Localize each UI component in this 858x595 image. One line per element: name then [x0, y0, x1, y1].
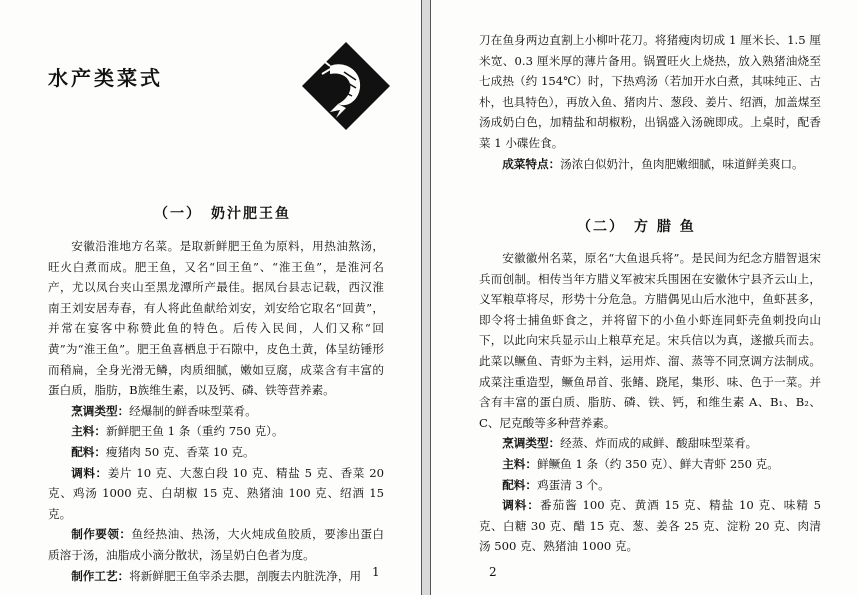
seasoning-line-2 — [479, 495, 821, 557]
feature-value: 汤浓白似奶汁，鱼肉肥嫩细腻，味道鲜美爽口。 — [560, 156, 804, 171]
page-gutter — [422, 0, 430, 595]
main-value-2: 鲜鳜鱼 1 条（约 350 克）、鲜大青虾 250 克。 — [536, 456, 779, 471]
cooking-type-line-2 — [479, 433, 821, 454]
cooking-type-value: 经爆制的鲜香味型菜肴。 — [129, 403, 257, 418]
aux-ingredient-line — [48, 442, 384, 463]
season-value-2: 番茄酱 100 克、黄酒 15 克、精盐 10 克、味精 5 克、白糖 30 克、醋 15 克、葱、姜各 25 克、淀粉 20 克、肉清汤 500 克、熟猪油 1000 克。 — [479, 498, 821, 554]
feature-label: 成菜特点： — [502, 156, 561, 171]
shrimp-diamond-icon — [300, 40, 392, 132]
main-label: 主料： — [71, 424, 106, 439]
process-label: 制作工艺： — [71, 568, 130, 583]
key-value: 鱼经热油、热汤，大火炖成鱼胶质，要渗出蛋白质溶于汤，油脂成小滴分散状，汤呈奶白色者为度。 — [48, 527, 384, 562]
process-value: 将新鲜肥王鱼宰杀去腮，剖腹去内脏洗净，用 — [129, 568, 362, 583]
cooking-type-line — [48, 401, 384, 422]
process-line — [48, 566, 384, 587]
cooking-type-label: 烹调类型： — [71, 403, 130, 418]
left-page — [0, 0, 422, 595]
key-points-line — [48, 524, 384, 565]
aux-label: 配料： — [71, 444, 106, 459]
left-body — [48, 236, 384, 586]
intro-paragraph-2: 安徽徽州名菜，原名“大鱼退兵将”。是民间为纪念方腊智退宋兵而创制。相传当年方腊义军被宋兵围困在安徽休宁县齐云山上，义军粮草将尽，形势十分危急。方腊偶见山后水池中，鱼虾甚多，即令将士捕鱼虾食之，并将留下的小鱼小虾连同虾壳鱼刺投向山下，以此向宋兵显示山上粮草充足。宋兵信以为真，遂撤兵而去。此菜以鳜鱼、青虾为主料，运用炸、溜、蒸等不同烹调方法制成。成菜注重造型，鳜鱼昂首、张鳍、跷尾，集形、味、色于一菜。并含有丰富的蛋白质、脂肪、磷、铁、钙，和维生素 A、B₁、B₂、C、尼克酸等多种营养素。 — [479, 251, 821, 430]
season-label-2: 调料： — [502, 498, 541, 513]
main-ingredient-line — [48, 421, 384, 442]
page-number-1: 1 — [372, 565, 380, 579]
recipe-title-2: （二） 方 腊 鱼 — [577, 219, 696, 235]
recipe-title-1: （一） 奶汁肥王鱼 — [154, 206, 291, 222]
season-value: 姜片 10 克、大葱白段 10 克、精盐 5 克、香菜 20 克、鸡汤 1000 克、白胡椒 15 克、熟猪油 100 克、绍酒 15 克。 — [48, 465, 384, 521]
seasoning-line — [48, 463, 384, 525]
cooking-type-label-2: 烹调类型： — [502, 436, 561, 451]
right-body — [479, 248, 821, 557]
feature-line — [479, 154, 821, 175]
page-number-2: 2 — [489, 565, 497, 579]
section-title: 水产类菜式 — [48, 66, 163, 90]
aux-ingredient-line-2 — [479, 475, 821, 496]
right-top-body — [479, 30, 821, 174]
intro-paragraph: 安徽沿淮地方名菜。是取新鲜肥王鱼为原料，用热油熬汤，旺火白煮而成。肥王鱼，又名“回王鱼”、“淮王鱼”，是淮河名产，尤以凤台夹山至黑龙潭所产最佳。据凤台县志记载，西汉淮南王刘安居寿春，有人将此鱼献给刘安，刘安给它取名“回黄”，并常在宴客中称赞此鱼的特色。后传入民间，人们又称“回黄”为“淮王鱼”。肥王鱼喜栖息于石隙中，皮色土黄，体呈纺锤形而稍扁，全身光滑无鳞，肉质细腻，嫩如豆腐，成菜含有丰富的蛋白质，脂肪，B族维生素，以及钙、磷、铁等营养素。 — [48, 239, 384, 398]
cooking-type-value-2: 经蒸、炸而成的咸鲜、酸甜味型菜肴。 — [560, 436, 758, 451]
season-label: 调料： — [71, 465, 108, 480]
aux-value: 瘦猪肉 50 克、香菜 10 克。 — [105, 444, 255, 459]
main-ingredient-line-2 — [479, 454, 821, 475]
main-value: 新鲜肥王鱼 1 条（重约 750 克）。 — [105, 424, 284, 439]
right-page — [430, 0, 858, 595]
main-label-2: 主料： — [502, 456, 537, 471]
aux-value-2: 鸡蛋清 3 个。 — [536, 477, 610, 492]
process-continuation: 刀在鱼身两边直割上小柳叶花刀。将猪瘦肉切成 1 厘米长、1.5 厘米宽、0.3 厘米厚的薄片备用。锅置旺火上烧热，放入熟猪油烧至七成热（约 154℃）时，下热鸡汤（若加开水白煮，其味纯正、古朴，也具特色），再放入鱼、猪肉片、葱段、姜片、绍酒，加盖煤至汤成奶白色，加精盐和胡椒粉，出锅盛入汤碗即成。上桌时，配香菜 1 小碟佐食。 — [479, 33, 822, 150]
key-label: 制作要领： — [71, 527, 132, 542]
aux-label-2: 配料： — [502, 477, 537, 492]
